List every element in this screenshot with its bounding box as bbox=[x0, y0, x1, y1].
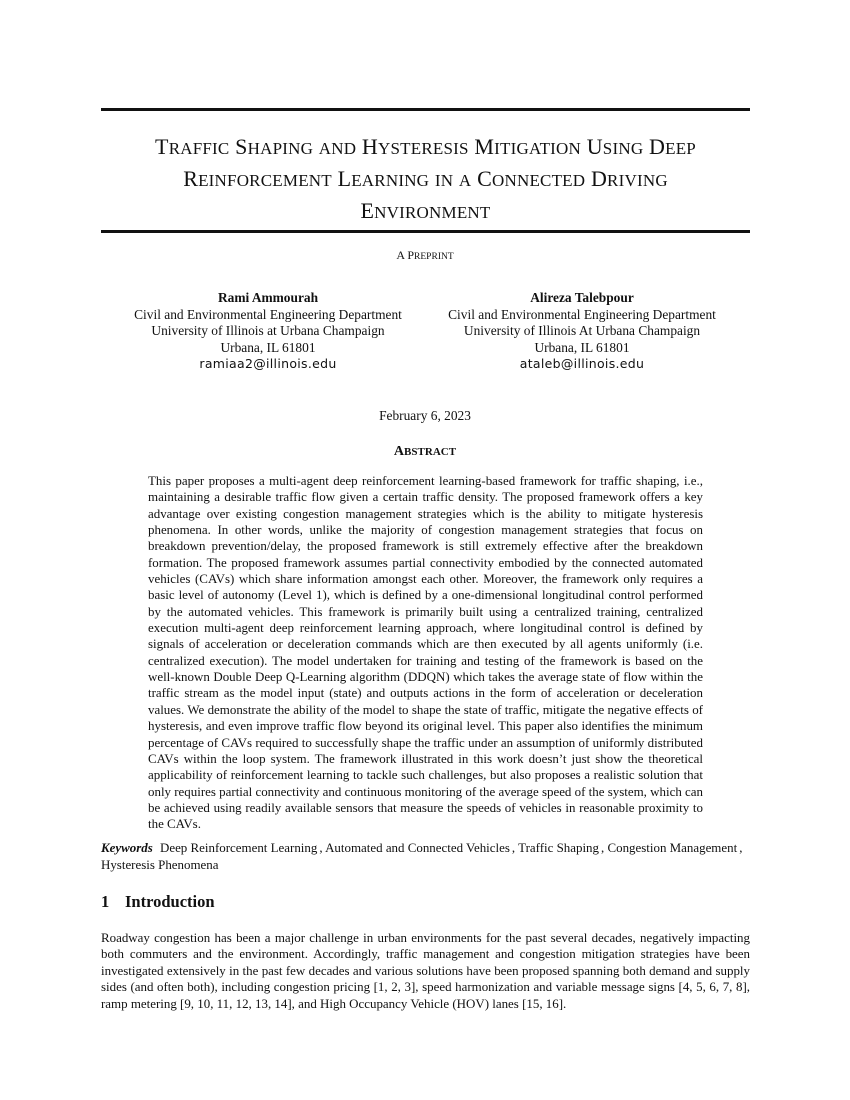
keyword-item: Deep Reinforcement Learning bbox=[159, 840, 318, 855]
abstract-heading: ABSTRACT bbox=[393, 444, 457, 459]
preprint-label: A PREPRINT bbox=[396, 248, 454, 262]
author-university: University of Illinois At Urbana Champaign bbox=[463, 323, 701, 339]
author-city: Urbana, IL 61801 bbox=[220, 339, 316, 355]
keyword-item: Traffic Shaping bbox=[518, 840, 599, 855]
keyword-item: Hysteresis Phenomena bbox=[101, 856, 219, 872]
author-block-2 bbox=[432, 290, 732, 373]
author-email[interactable]: ramiaa2@illinois.edu bbox=[199, 356, 337, 372]
author-name: Rami Ammourah bbox=[217, 290, 319, 305]
title-line-3: ENVIRONMENT bbox=[360, 198, 491, 223]
section-heading bbox=[101, 892, 215, 912]
author-university: University of Illinois at Urbana Champaign bbox=[151, 323, 385, 339]
introduction-paragraph: Roadway congestion has been a major challenge in urban environments for the past several decades, negatively impacting both commuters and the environment. Accordingly, traffic management and congestion mitigation strategies have been investigated extensively in the past few decades and various solutions have been proposed spanning both demand and supply sides (and often both), including congestion pricing [1, 2, 3], speed harmonization and variable message signs [4, 5, 6, 7, 8], ramp metering [9, 10, 11, 12, 13, 14], and High Occupancy Vehicle (HOV) lanes [15, 16]. bbox=[101, 930, 750, 1011]
author-name: Alireza Talebpour bbox=[530, 290, 634, 305]
keywords-label: Keywords bbox=[101, 840, 153, 855]
author-department: Civil and Environmental Engineering Department bbox=[448, 306, 716, 322]
keywords: Keywords Deep Reinforcement Learning , Automated and Connected Vehicles , Traffic Shaping , Congestion Management , Hysteresis Phenomena bbox=[101, 840, 743, 872]
title-rule-bottom bbox=[101, 230, 750, 233]
section-title: Introduction bbox=[125, 892, 215, 911]
title-line-1: TRAFFIC SHAPING AND HYSTERESIS MITIGATION USING DEEP bbox=[155, 134, 696, 159]
keyword-item: Automated and Connected Vehicles bbox=[325, 840, 510, 855]
paper-title bbox=[101, 132, 750, 228]
author-block-1 bbox=[118, 290, 418, 373]
title-line-2: REINFORCEMENT LEARNING IN A CONNECTED DRIVING bbox=[183, 166, 668, 191]
publication-date: February 6, 2023 bbox=[379, 408, 471, 423]
section-number: 1 bbox=[101, 892, 110, 911]
keyword-item: Congestion Management bbox=[607, 840, 738, 855]
author-department: Civil and Environmental Engineering Department bbox=[134, 306, 402, 322]
abstract-text: This paper proposes a multi-agent deep reinforcement learning-based framework for traffic shaping, i.e., maintaining a desirable traffic flow given a certain traffic density. The proposed framework offers a key advantage over existing congestion management strategies which is the ability to mitigate hysteresis phenomena. In other words, unlike the majority of congestion management strategies that focus on breakdown prevention/delay, the proposed framework is still extremely effective after the breakdown formation. The proposed framework assumes partial connectivity embodied by the connected automated vehicles (CAVs) which share information amongst each other. Moreover, the framework only requires a basic level of autonomy (Level 1), which is defined by a one-dimensional longitudinal control performed by the automated vehicles. This framework is primarily built using a centralized training, centralized execution multi-agent deep reinforcement learning approach, where longitudinal control is defined by signals of acceleration or deceleration commands which are then executed by all agents uniformly (i.e. centralized execution). The model undertaken for training and testing of the framework is based on the well-known Double Deep Q-Learning algorithm (DDQN) which takes the average state of flow within the traffic stream as the model input (state) and outputs actions in the form of acceleration or deceleration values. We demonstrate the ability of the model to shape the state of traffic, mitigate the negative effects of hysteresis, and even improve traffic flow beyond its original level. This paper also identifies the minimum percentage of CAVs required to successfully shape the traffic under an assumption of uniformly distributed CAVs within the loop system. The framework illustrated in this work doesn’t just show the theoretical applicability of reinforcement learning to tackle such challenges, but also proposes a realistic solution that only requires partial connectivity and continuous monitoring of the average speed of the system, which can be achieved using readily available sensors that measure the speeds of vehicles in reasonable proximity to the CAVs. bbox=[148, 473, 703, 832]
author-email[interactable]: ataleb@illinois.edu bbox=[519, 356, 645, 372]
title-rule-top bbox=[101, 108, 750, 111]
author-city: Urbana, IL 61801 bbox=[534, 339, 630, 355]
